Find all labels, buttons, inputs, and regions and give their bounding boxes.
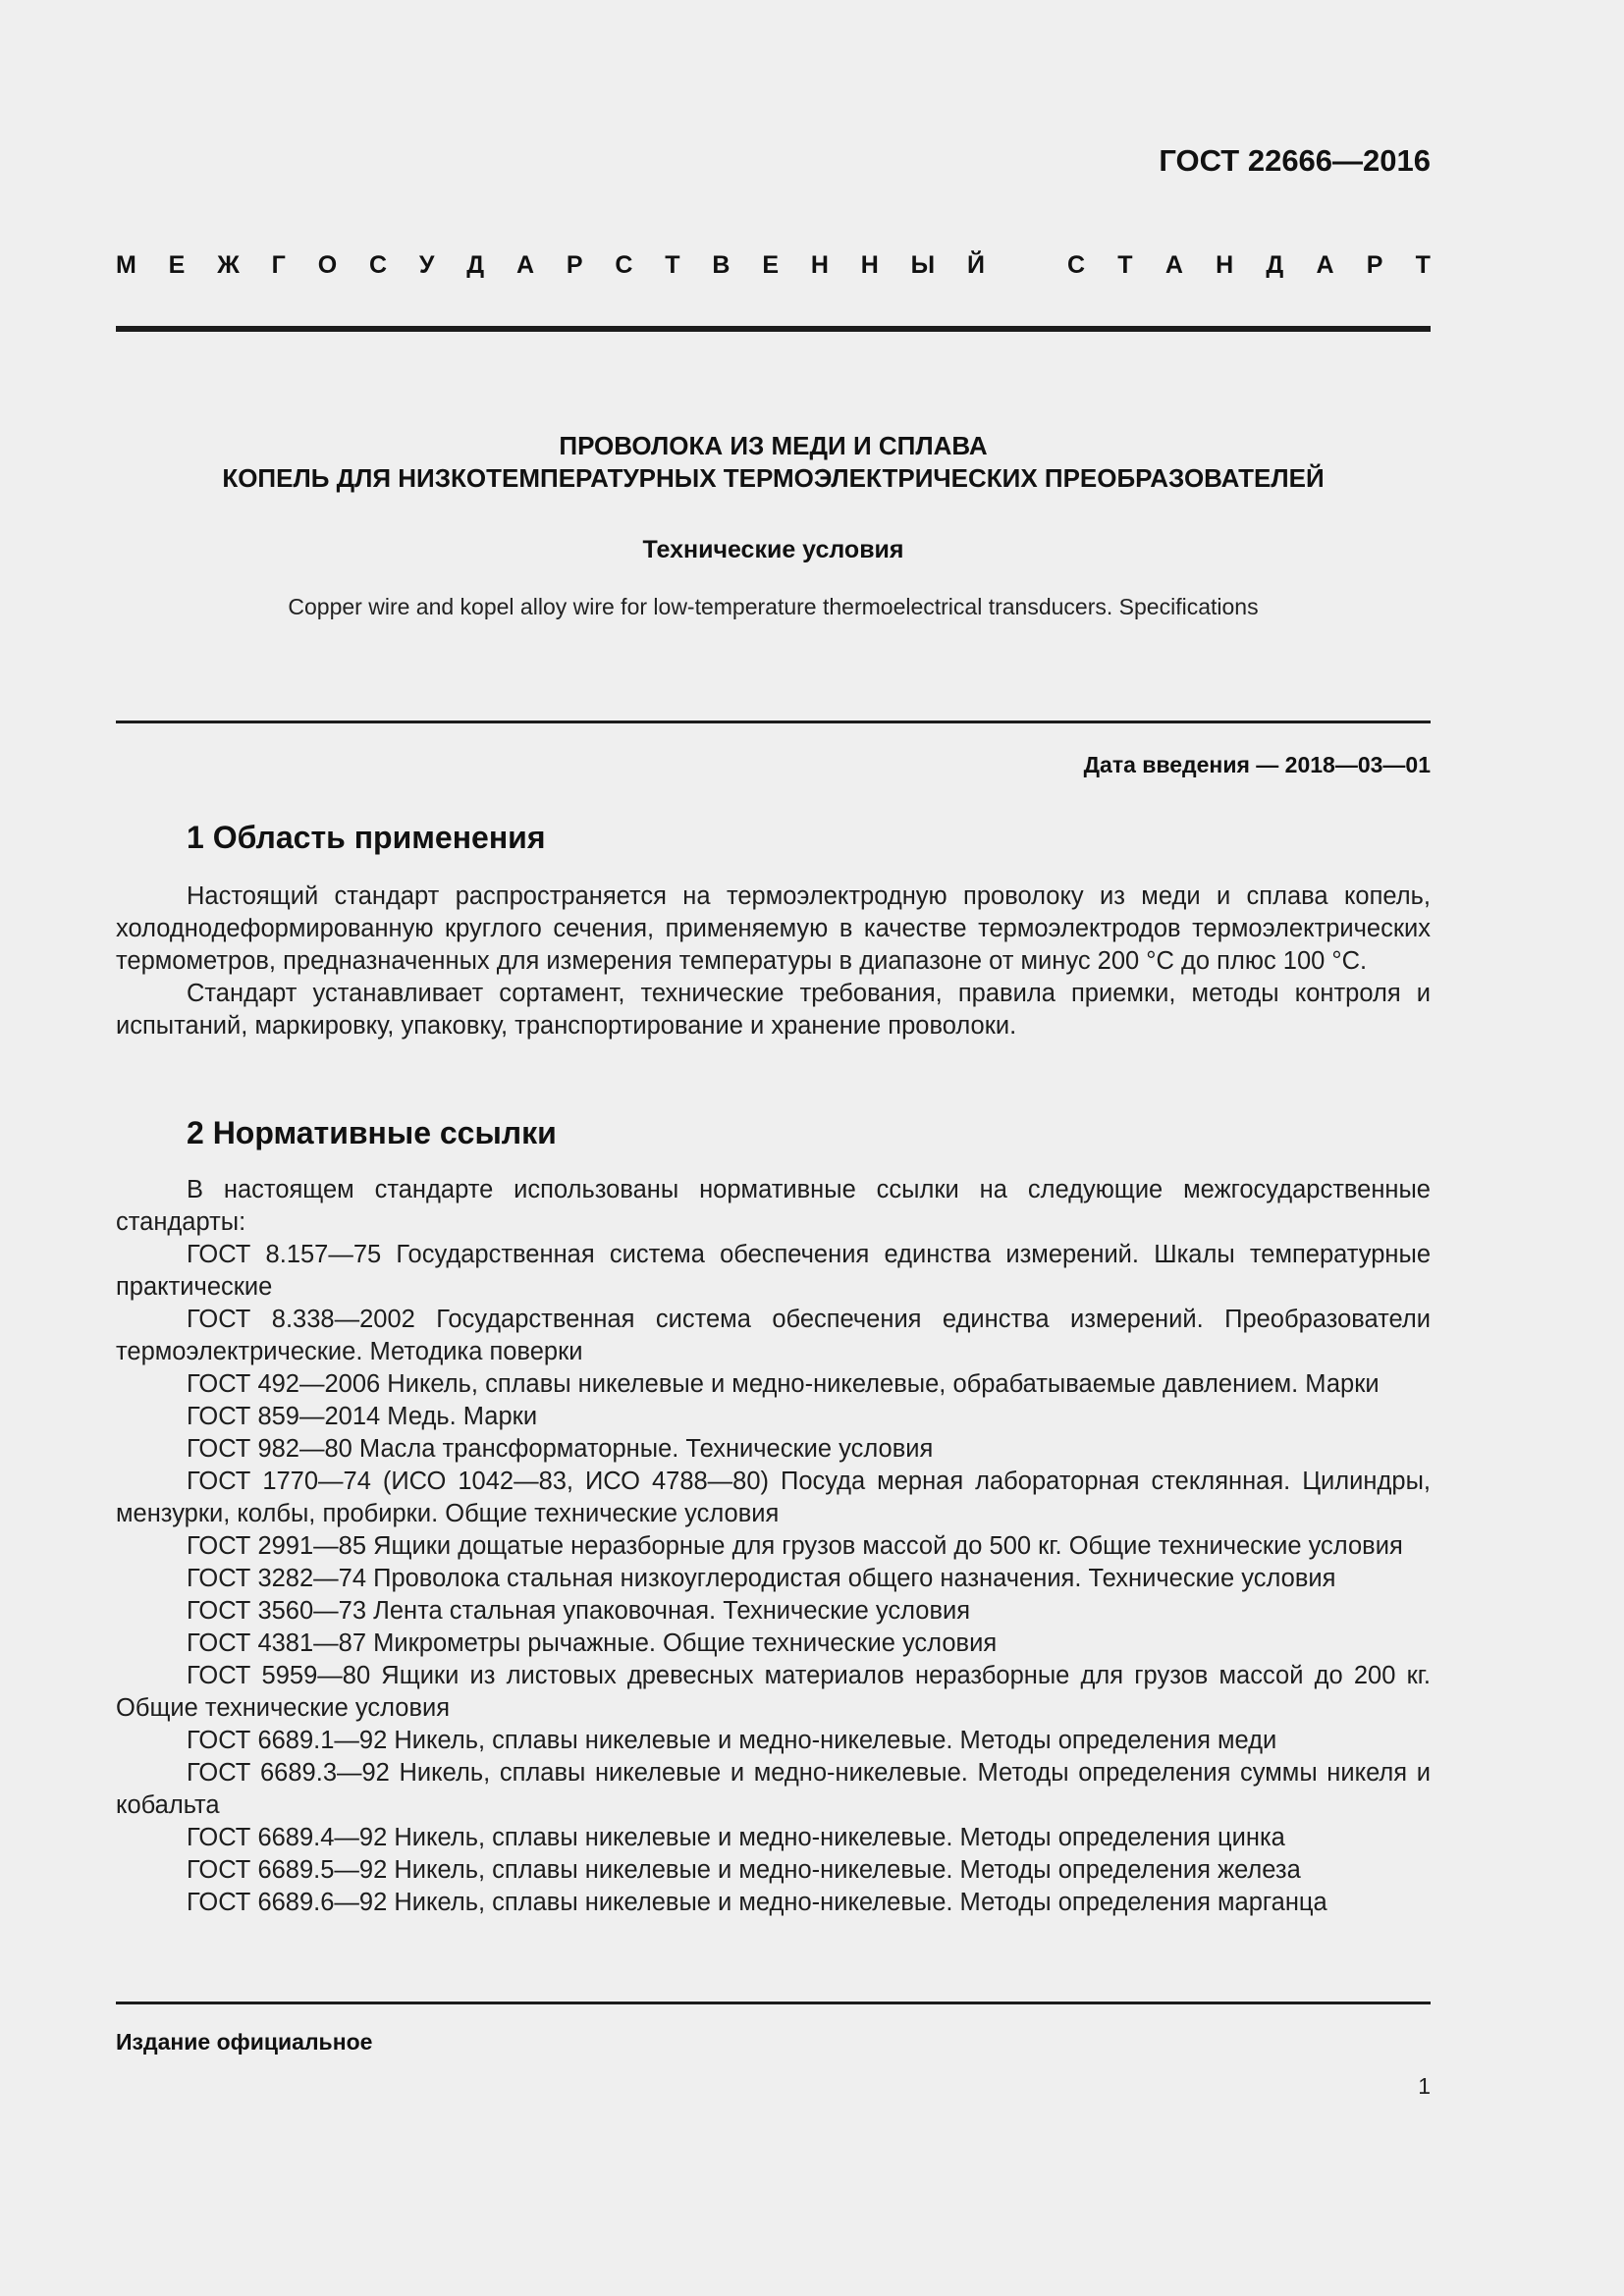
- paragraph: ГОСТ 6689.4—92 Никель, сплавы никелевые и медно-никелевые. Методы определения цинка: [187, 1824, 1285, 1851]
- paragraph: ГОСТ 492—2006 Никель, сплавы никелевые и медно-никелевые, обрабатываемые давлением. Марки: [187, 1370, 1380, 1398]
- heading-letter: О: [317, 251, 338, 279]
- gost-number: ГОСТ 22666—2016: [1159, 143, 1431, 178]
- heading-letter: М: [116, 251, 136, 279]
- edition-label: Издание официальное: [116, 2029, 373, 2055]
- heading-letter: Р: [566, 251, 583, 279]
- heading-letter: А: [1164, 251, 1183, 279]
- heading-letter: Д: [1266, 251, 1284, 279]
- heading-letter: Т: [1415, 251, 1431, 279]
- paragraph: ГОСТ 3560—73 Лента стальная упаковочная. Технические условия: [187, 1597, 971, 1625]
- heading-letter: С: [368, 251, 388, 279]
- title-line-1: ПРОВОЛОКА ИЗ МЕДИ И СПЛАВА: [559, 431, 988, 460]
- paragraph: ГОСТ 4381—87 Микрометры рычажные. Общие технические условия: [187, 1629, 998, 1657]
- heading-letter: Р: [1366, 251, 1383, 279]
- heading-letter: А: [515, 251, 535, 279]
- english-title: Copper wire and kopel alloy wire for low-temperature thermoelectrical transducers. Specifications: [288, 594, 1259, 619]
- heading-letter: Н: [1216, 251, 1234, 279]
- heading-letter: Ы: [910, 251, 936, 279]
- introduction-date: Дата введения — 2018—03—01: [1083, 752, 1431, 777]
- section-2-heading: 2 Нормативные ссылки: [187, 1115, 557, 1150]
- heading-letter: С: [1067, 251, 1086, 279]
- heading-letter: Й: [967, 251, 985, 279]
- paragraph: ГОСТ 6689.3—92 Никель, сплавы никелевые и медно-никелевые. Методы определения суммы никеля и кобальта: [116, 1759, 1431, 1819]
- heading-letter: Т: [665, 251, 680, 279]
- paragraph: В настоящем стандарте использованы нормативные ссылки на следующие межгосударственные стандарты:: [116, 1176, 1431, 1236]
- footer-divider: [116, 2002, 1431, 2004]
- heading-letter: У: [418, 251, 435, 279]
- heading-letter: А: [1316, 251, 1334, 279]
- section-2-body: [116, 1174, 1431, 1919]
- paragraph: ГОСТ 5959—80 Ящики из листовых древесных материалов неразборные для грузов массой до 200 кг. Общие технические условия: [116, 1662, 1431, 1722]
- paragraph: ГОСТ 859—2014 Медь. Марки: [187, 1403, 538, 1430]
- heading-letter: В: [712, 251, 731, 279]
- paragraph: ГОСТ 8.338—2002 Государственная система обеспечения единства измерений. Преобразователи термоэлектрические. Методика поверки: [116, 1306, 1431, 1365]
- standard-word: [1067, 251, 1431, 280]
- document-page: [116, 0, 1431, 2296]
- subtitle: Технические условия: [642, 536, 904, 563]
- paragraph: ГОСТ 1770—74 (ИСО 1042—83, ИСО 4788—80) Посуда мерная лабораторная стеклянная. Цилиндры, мензурки, колбы, пробирки. Общие технические условия: [116, 1468, 1431, 1527]
- paragraph: ГОСТ 982—80 Масла трансформаторные. Технические условия: [187, 1435, 934, 1463]
- interstate-word: [116, 251, 985, 280]
- heading-letter: Н: [860, 251, 879, 279]
- paragraph: ГОСТ 6689.6—92 Никель, сплавы никелевые и медно-никелевые. Методы определения марганца: [187, 1889, 1327, 1916]
- heading-letter: Т: [1117, 251, 1133, 279]
- heading-letter: Д: [466, 251, 485, 279]
- paragraph: Стандарт устанавливает сортамент, технические требования, правила приемки, методы контроля и испытаний, маркировку, упаковку, транспортирование и хранение проволоки.: [116, 980, 1431, 1040]
- interstate-standard-heading: [116, 251, 1431, 280]
- paragraph: ГОСТ 2991—85 Ящики дощатые неразборные для грузов массой до 500 кг. Общие технические условия: [187, 1532, 1403, 1560]
- title-line-2: КОПЕЛЬ ДЛЯ НИЗКОТЕМПЕРАТУРНЫХ ТЕРМОЭЛЕКТРИЧЕСКИХ ПРЕОБРАЗОВАТЕЛЕЙ: [222, 463, 1325, 493]
- page-number: 1: [1418, 2073, 1431, 2099]
- paragraph: ГОСТ 6689.5—92 Никель, сплавы никелевые и медно-никелевые. Методы определения железа: [187, 1856, 1301, 1884]
- section-1-heading: 1 Область применения: [187, 820, 546, 855]
- heading-letter: Е: [168, 251, 186, 279]
- heading-letter: Е: [762, 251, 780, 279]
- title-block: [116, 430, 1431, 620]
- heading-letter: Ж: [217, 251, 240, 279]
- heading-letter: Н: [810, 251, 829, 279]
- title-divider: [116, 721, 1431, 723]
- paragraph: Настоящий стандарт распространяется на термоэлектродную проволоку из меди и сплава копель, холоднодеформированную круглого сечения, применяемую в качестве термоэлектродов термоэлектрических термометров, предназначенных для измерения температуры в диапазоне от минус 200 °С до плюс 100 °С.: [116, 882, 1431, 975]
- heading-letter: С: [615, 251, 633, 279]
- paragraph: ГОСТ 3282—74 Проволока стальная низкоуглеродистая общего назначения. Технические условия: [187, 1565, 1336, 1592]
- paragraph: ГОСТ 6689.1—92 Никель, сплавы никелевые и медно-никелевые. Методы определения меди: [187, 1727, 1277, 1754]
- header-divider: [116, 326, 1431, 332]
- section-1-body: [116, 881, 1431, 1042]
- paragraph: ГОСТ 8.157—75 Государственная система обеспечения единства измерений. Шкалы температурные практические: [116, 1241, 1431, 1301]
- heading-letter: Г: [271, 251, 286, 279]
